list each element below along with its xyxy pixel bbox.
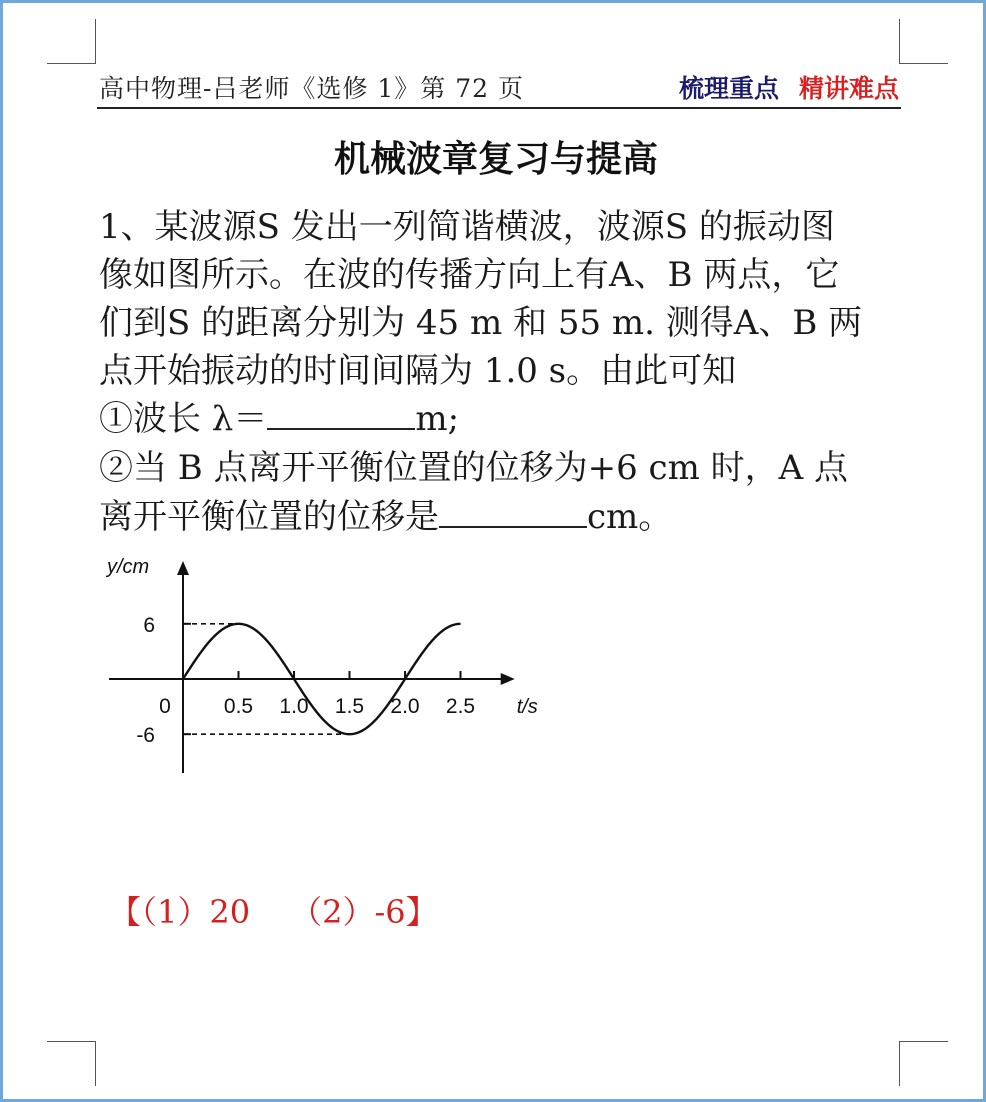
- x-tick-label: 1.5: [334, 695, 365, 718]
- vibration-graph: [99, 543, 569, 793]
- question-2-suffix: cm。: [587, 497, 673, 537]
- answer-part-1: 【（1）20: [109, 893, 251, 931]
- question-2-line-1: ②当 B 点离开平衡位置的位移为+6 cm 时，A 点: [99, 448, 848, 488]
- header-slogan: [679, 69, 899, 105]
- x-tick-label: 2.0: [390, 695, 420, 718]
- problem-line-2: 像如图所示。在波的传播方向上有A、B 两点，它: [99, 255, 840, 295]
- crop-mark-bottom-right: [899, 1041, 948, 1086]
- y-axis-label: y/cm: [107, 556, 150, 578]
- answer-key: [109, 887, 438, 933]
- answer-part-2: （2）-6】: [290, 893, 438, 931]
- crop-mark-bottom-left: [47, 1041, 96, 1086]
- x-tick-label: 2.5: [445, 695, 476, 718]
- crop-mark-top-left: [47, 19, 96, 64]
- x-tick-label: 0.5: [223, 695, 254, 718]
- y-axis-arrow: [177, 561, 189, 575]
- question-1-prefix: ①波长 λ＝: [99, 399, 268, 439]
- problem-line-4: 点开始振动的时间间隔为 1.0 s。由此可知: [99, 351, 737, 391]
- x-axis-arrow: [501, 673, 515, 685]
- question-2-prefix: 离开平衡位置的位移是: [99, 497, 439, 537]
- y-tick-label: 6: [143, 613, 155, 637]
- crop-mark-top-right: [899, 19, 948, 64]
- header-slogan-red: 精讲难点: [798, 74, 899, 103]
- question-1: [99, 391, 459, 440]
- answer-blank-2[interactable]: [439, 496, 587, 528]
- header-course-info: 高中物理-吕老师《选修 1》第 72 页: [99, 74, 525, 103]
- origin-label: 0: [159, 695, 171, 718]
- page-header: [97, 67, 901, 109]
- y-tick-label: -6: [136, 724, 155, 748]
- question-1-suffix: m;: [415, 399, 460, 439]
- answer-blank-1[interactable]: [267, 398, 415, 430]
- header-slogan-blue: 梳理重点: [678, 74, 779, 103]
- x-axis-label: t/s: [516, 696, 538, 718]
- problem-line-3: 们到S 的距离分别为 45 m 和 55 m. 测得A、B 两: [99, 303, 863, 343]
- question-2-line-2: [99, 489, 672, 538]
- page-title: 机械波章复习与提高: [333, 138, 658, 180]
- x-tick-label: 1.0: [279, 695, 309, 718]
- problem-line-1: 1、某波源S 发出一列简谐横波，波源S 的振动图: [99, 207, 835, 247]
